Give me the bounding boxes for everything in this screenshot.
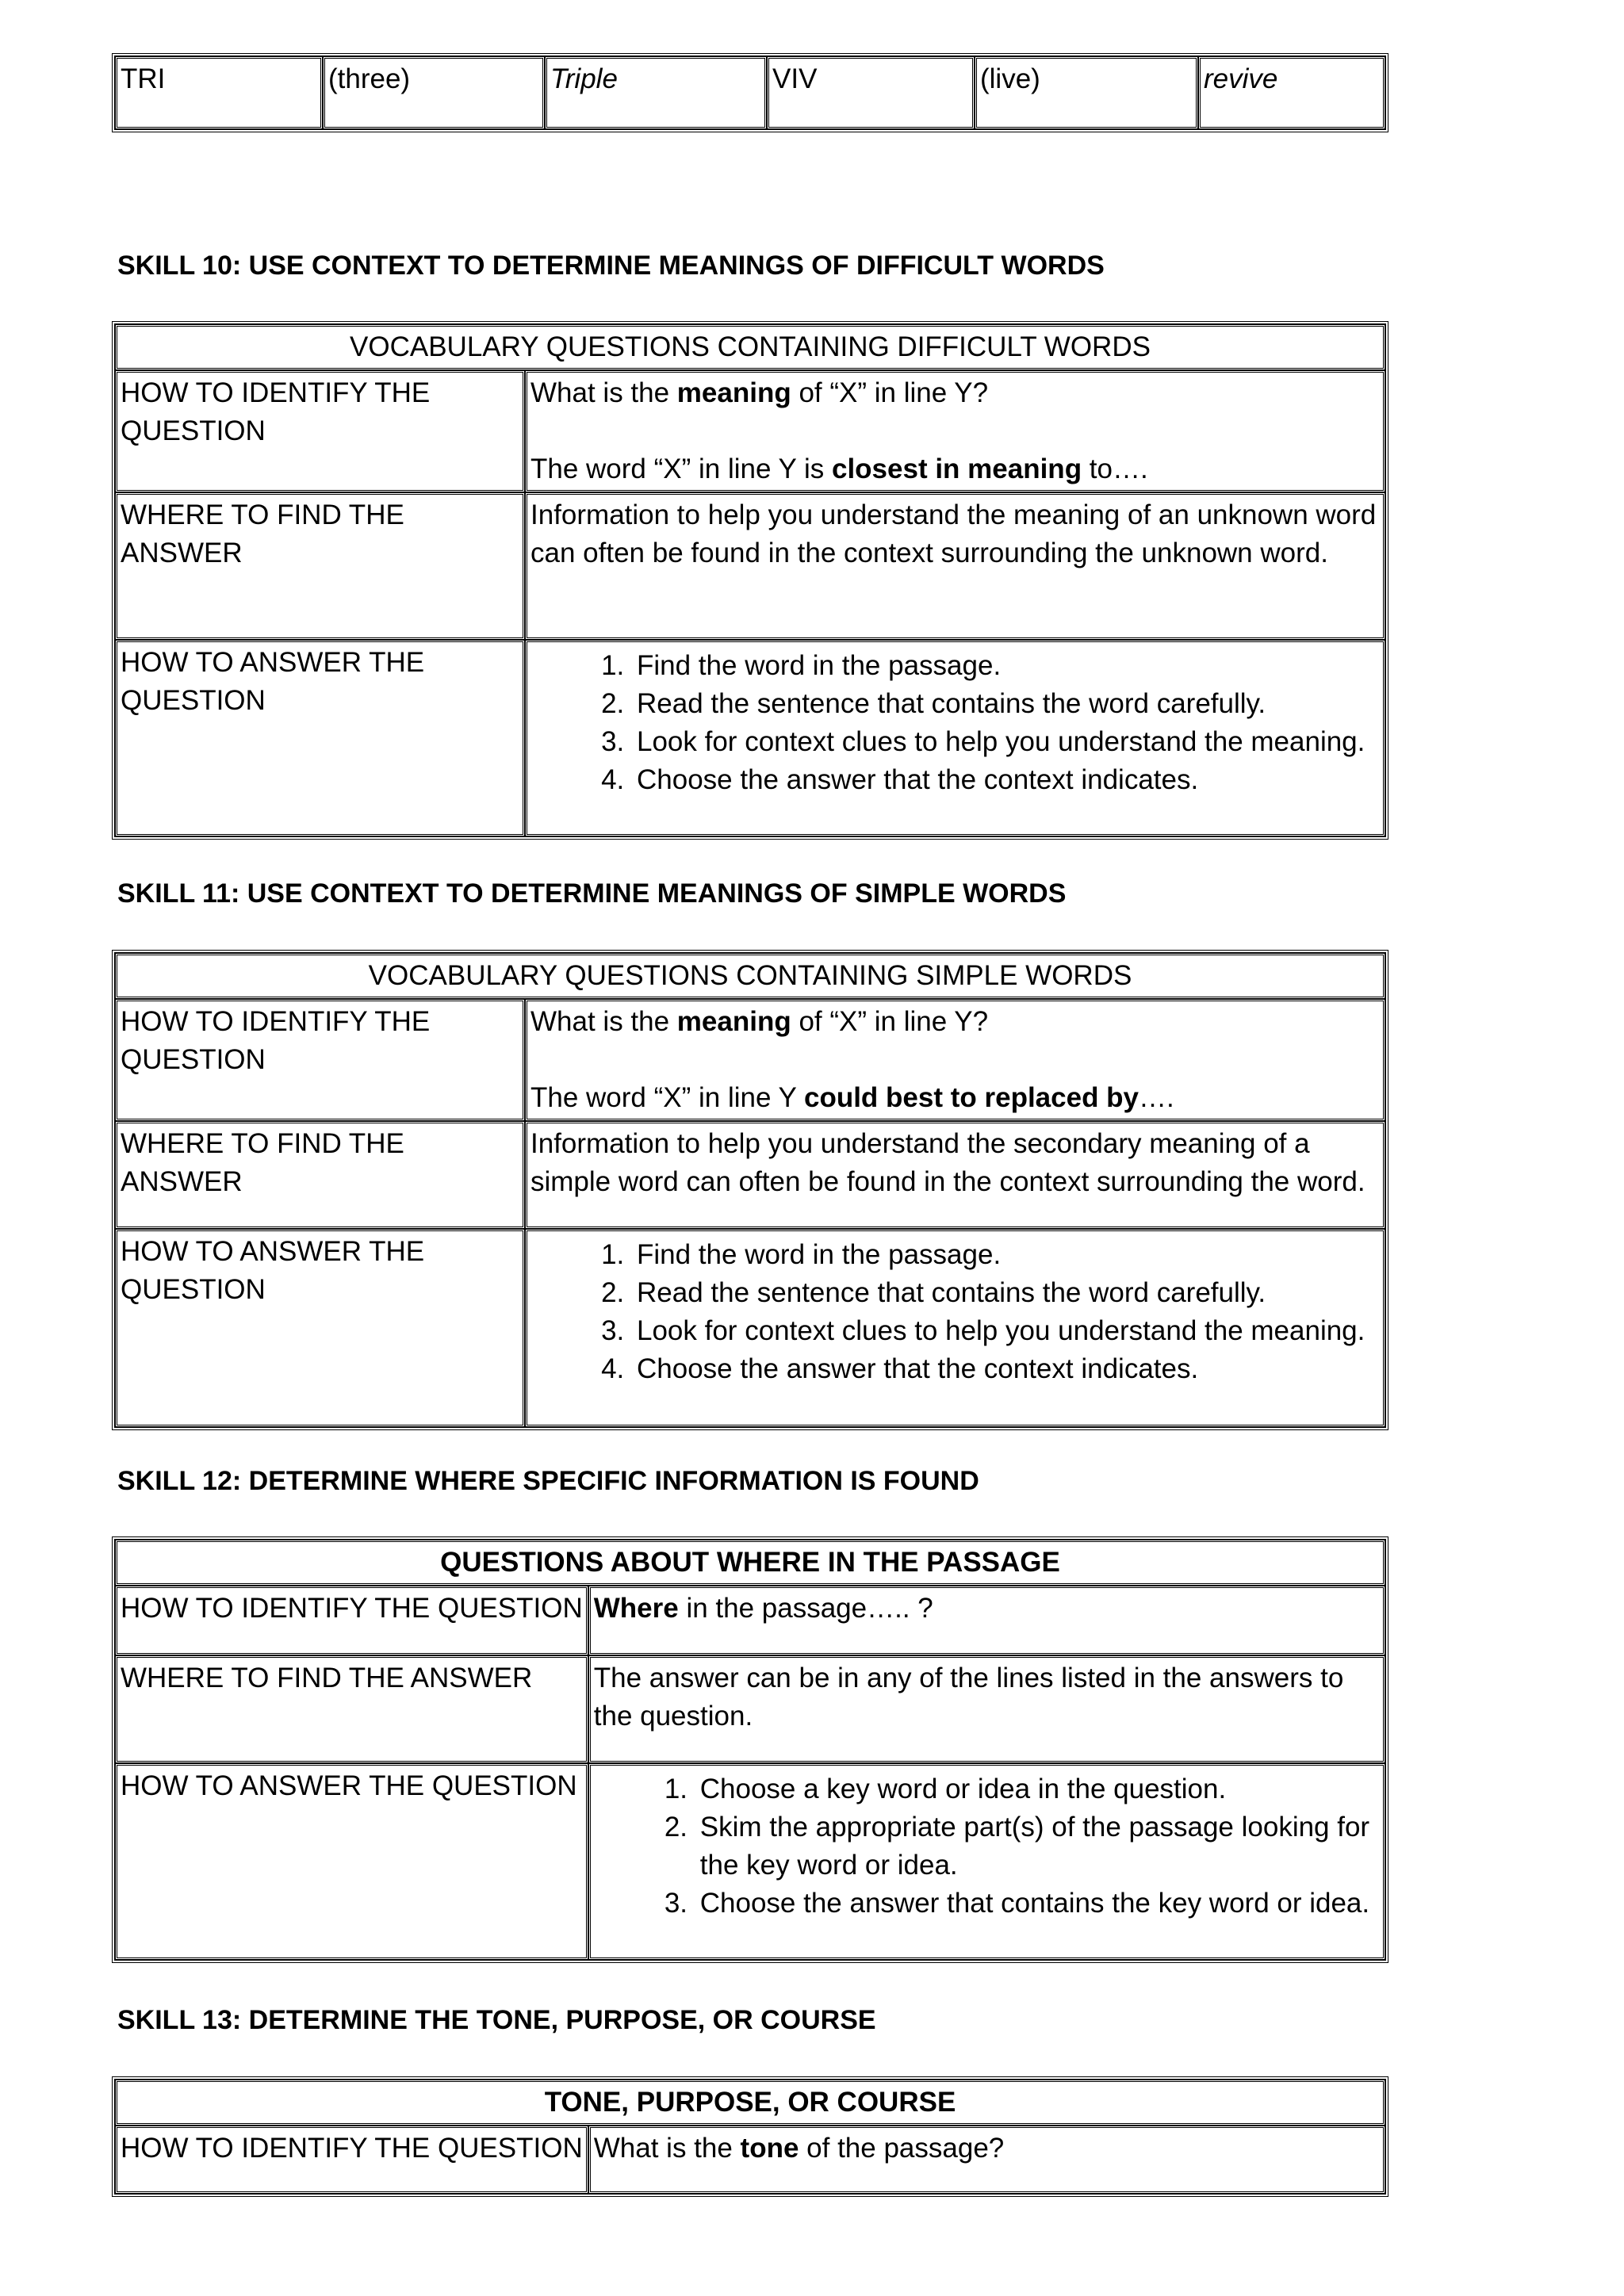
find-label: WHERE TO FIND THE ANSWER [115, 1121, 525, 1229]
table-title: QUESTIONS ABOUT WHERE IN THE PASSAGE [115, 1540, 1385, 1586]
identify-label: HOW TO IDENTIFY THE QUESTION [115, 2126, 588, 2194]
identify-label: HOW TO IDENTIFY THE QUESTION [115, 999, 525, 1121]
list-item: 4. Choose the answer that the context indicates. [632, 761, 1380, 799]
table-row [115, 953, 1385, 999]
table-row [115, 640, 1385, 836]
answer-content [525, 1229, 1385, 1427]
example-word: Triple [550, 63, 618, 94]
identify-label: HOW TO IDENTIFY THE QUESTION [115, 1586, 588, 1655]
table-row [115, 2126, 1385, 2194]
list-item: 3. Look for context clues to help you understand the meaning. [632, 1312, 1380, 1350]
answer-label: HOW TO ANSWER THE QUESTION [115, 1763, 588, 1960]
identify-question-2: The word “X” in line Y is closest in meaning to…. [530, 453, 1148, 484]
meaning-cell: (three) [323, 56, 545, 129]
find-label: WHERE TO FIND THE ANSWER [115, 1655, 588, 1763]
identify-content: Where in the passage….. ? [588, 1586, 1385, 1655]
find-content: Information to help you understand the secondary meaning of a simple word can often be found in the context surrounding the word. [525, 1121, 1385, 1229]
skill-11-table [112, 950, 1388, 1430]
identify-content [525, 370, 1385, 492]
skill-13-heading: SKILL 13: DETERMINE THE TONE, PURPOSE, OR COURSE [117, 2005, 876, 2035]
example-cell [1198, 56, 1385, 129]
skill-10-table [112, 321, 1388, 840]
answer-label: HOW TO ANSWER THE QUESTION [115, 1229, 525, 1427]
find-content: The answer can be in any of the lines listed in the answers to the question. [588, 1655, 1385, 1763]
table-row [115, 1655, 1385, 1763]
table-row [115, 1229, 1385, 1427]
identify-question-1: What is the meaning of “X” in line Y? [530, 1006, 989, 1037]
list-item: 2. Read the sentence that contains the word carefully. [632, 685, 1380, 723]
list-item: 1. Find the word in the passage. [632, 1236, 1380, 1274]
table-row [115, 2080, 1385, 2126]
table-row [115, 1586, 1385, 1655]
root-cell: VIV [767, 56, 975, 129]
list-item: 1. Find the word in the passage. [632, 647, 1380, 685]
answer-steps [530, 647, 1380, 799]
root-cell: TRI [115, 56, 323, 129]
list-item: 3. Look for context clues to help you understand the meaning. [632, 723, 1380, 761]
list-item: 4. Choose the answer that the context indicates. [632, 1350, 1380, 1388]
table-row [115, 999, 1385, 1121]
table-row [115, 370, 1385, 492]
table-row [115, 1763, 1385, 1960]
answer-content [525, 640, 1385, 836]
example-cell [545, 56, 767, 129]
meaning-cell: (live) [975, 56, 1198, 129]
skill-11-heading: SKILL 11: USE CONTEXT TO DETERMINE MEANINGS OF SIMPLE WORDS [117, 878, 1067, 909]
table-title: VOCABULARY QUESTIONS CONTAINING DIFFICULT WORDS [115, 324, 1385, 370]
find-content: Information to help you understand the meaning of an unknown word can often be found in the context surrounding the unknown word. [525, 492, 1385, 640]
skill-10-heading: SKILL 10: USE CONTEXT TO DETERMINE MEANINGS OF DIFFICULT WORDS [117, 251, 1105, 281]
list-item: 3. Choose the answer that contains the key word or idea. [695, 1885, 1380, 1923]
skill-12-table [112, 1536, 1388, 1963]
root-word-table [112, 53, 1388, 132]
table-row [115, 1540, 1385, 1586]
list-item: 1. Choose a key word or idea in the question. [695, 1770, 1380, 1808]
identify-label: HOW TO IDENTIFY THE QUESTION [115, 370, 525, 492]
table-row [115, 1121, 1385, 1229]
table-row [115, 324, 1385, 370]
identify-content [525, 999, 1385, 1121]
skill-12-heading: SKILL 12: DETERMINE WHERE SPECIFIC INFORMATION IS FOUND [117, 1466, 979, 1496]
table-title: TONE, PURPOSE, OR COURSE [115, 2080, 1385, 2126]
list-item: 2. Skim the appropriate part(s) of the passage looking for the key word or idea. [695, 1808, 1380, 1885]
identify-question-2: The word “X” in line Y could best to replaced by…. [530, 1082, 1174, 1113]
example-word: revive [1204, 63, 1278, 94]
answer-steps [530, 1236, 1380, 1388]
answer-steps [594, 1770, 1380, 1923]
table-row [115, 56, 1385, 129]
answer-content [588, 1763, 1385, 1960]
list-item: 2. Read the sentence that contains the word carefully. [632, 1274, 1380, 1312]
find-label: WHERE TO FIND THE ANSWER [115, 492, 525, 640]
answer-label: HOW TO ANSWER THE QUESTION [115, 640, 525, 836]
identify-question-1: What is the meaning of “X” in line Y? [530, 377, 989, 408]
table-title: VOCABULARY QUESTIONS CONTAINING SIMPLE WORDS [115, 953, 1385, 999]
table-row [115, 492, 1385, 640]
skill-13-table [112, 2076, 1388, 2197]
identify-content: What is the tone of the passage? [588, 2126, 1385, 2194]
